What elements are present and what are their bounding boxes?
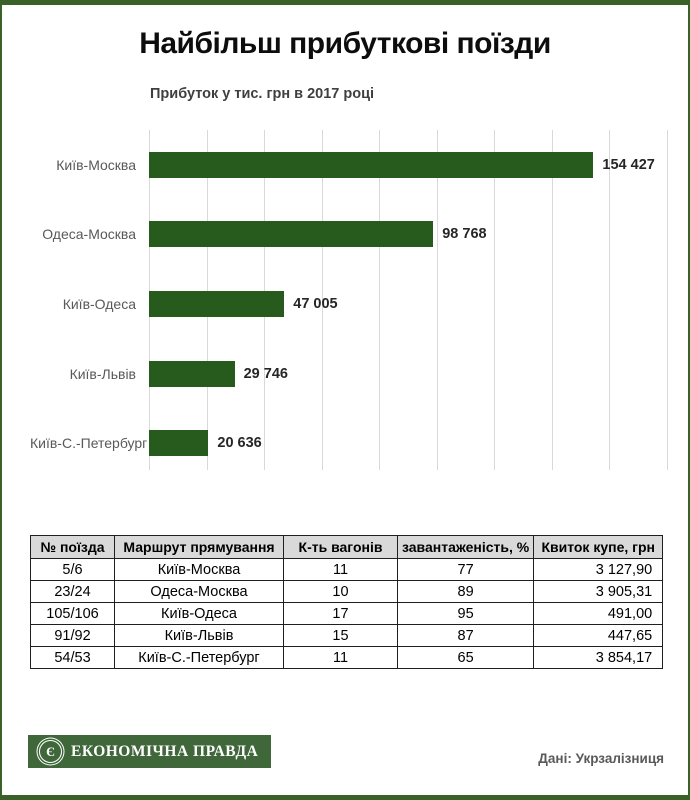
table-cell: 87: [398, 625, 534, 647]
table-row: [31, 581, 663, 603]
table-cell: 11: [284, 647, 398, 669]
category-label: Київ-Львів: [69, 365, 136, 382]
plot-row: [149, 361, 667, 387]
table-header-row: [31, 536, 663, 559]
bar-row: [30, 200, 670, 270]
table-cell: Київ-Львів: [115, 625, 284, 647]
plot-row: [149, 152, 667, 178]
table-cell: 65: [398, 647, 534, 669]
table-cell: 77: [398, 559, 534, 581]
table-cell: 11: [284, 559, 398, 581]
table-cell: 95: [398, 603, 534, 625]
table-header-cell: № поїзда: [31, 536, 115, 559]
table-cell: 54/53: [31, 647, 115, 669]
bar: [149, 152, 593, 178]
data-source-label: Дані: Укрзалізниця: [538, 751, 664, 766]
table-row: [31, 603, 663, 625]
table-cell: 447,65: [534, 625, 663, 647]
table-cell: Київ-С.-Петербург: [115, 647, 284, 669]
plot-row: [149, 291, 667, 317]
table-cell: 15: [284, 625, 398, 647]
category-label: Київ-С.-Петербург: [30, 435, 148, 452]
table-row: [31, 559, 663, 581]
table-header-cell: Маршрут прямування: [115, 536, 284, 559]
table-row: [31, 647, 663, 669]
table-row: [31, 625, 663, 647]
chart-rows: [30, 130, 670, 478]
value-label: 47 005: [293, 295, 338, 312]
data-table: [30, 535, 663, 669]
table-cell: 10: [284, 581, 398, 603]
table-cell: 3 127,90: [534, 559, 663, 581]
table-cell: 5/6: [31, 559, 115, 581]
table-header-cell: завантаженість, %: [398, 536, 534, 559]
value-label: 154 427: [602, 156, 655, 173]
table-cell: Київ-Одеса: [115, 603, 284, 625]
table-cell: 23/24: [31, 581, 115, 603]
bar: [149, 361, 235, 387]
bar: [149, 291, 284, 317]
bar-row: [30, 339, 670, 409]
value-label: 29 746: [243, 365, 288, 382]
brand-emblem-icon: Є: [39, 740, 62, 763]
value-label: 20 636: [217, 435, 262, 452]
plot-row: [149, 430, 667, 456]
category-label: Київ-Одеса: [62, 295, 136, 312]
table-cell: Київ-Москва: [115, 559, 284, 581]
chart-title: Найбільш прибуткові поїзди: [139, 27, 551, 60]
table-cell: 3 854,17: [534, 647, 663, 669]
table-cell: Одеса-Москва: [115, 581, 284, 603]
bar-row: [30, 269, 670, 339]
table-cell: 89: [398, 581, 534, 603]
plot-row: [149, 221, 667, 247]
bar: [149, 221, 433, 247]
table-cell: 3 905,31: [534, 581, 663, 603]
category-label: Київ-Москва: [56, 156, 136, 173]
brand-logo: [28, 735, 271, 768]
table-header-cell: Квиток купе, грн: [534, 536, 663, 559]
value-label: 98 768: [442, 226, 487, 243]
bar-row: [30, 130, 670, 200]
bar-row: [30, 408, 670, 478]
table-cell: 91/92: [31, 625, 115, 647]
table-cell: 491,00: [534, 603, 663, 625]
table-cell: 105/106: [31, 603, 115, 625]
table-cell: 17: [284, 603, 398, 625]
bar: [149, 430, 208, 456]
brand-logo-text: ЕКОНОМІЧНА ПРАВДА: [71, 742, 259, 760]
chart-subtitle: Прибуток у тис. грн в 2017 році: [150, 86, 375, 102]
table-header-cell: К-ть вагонів: [284, 536, 398, 559]
bar-chart: [30, 130, 670, 478]
category-label: Одеса-Москва: [42, 226, 136, 243]
